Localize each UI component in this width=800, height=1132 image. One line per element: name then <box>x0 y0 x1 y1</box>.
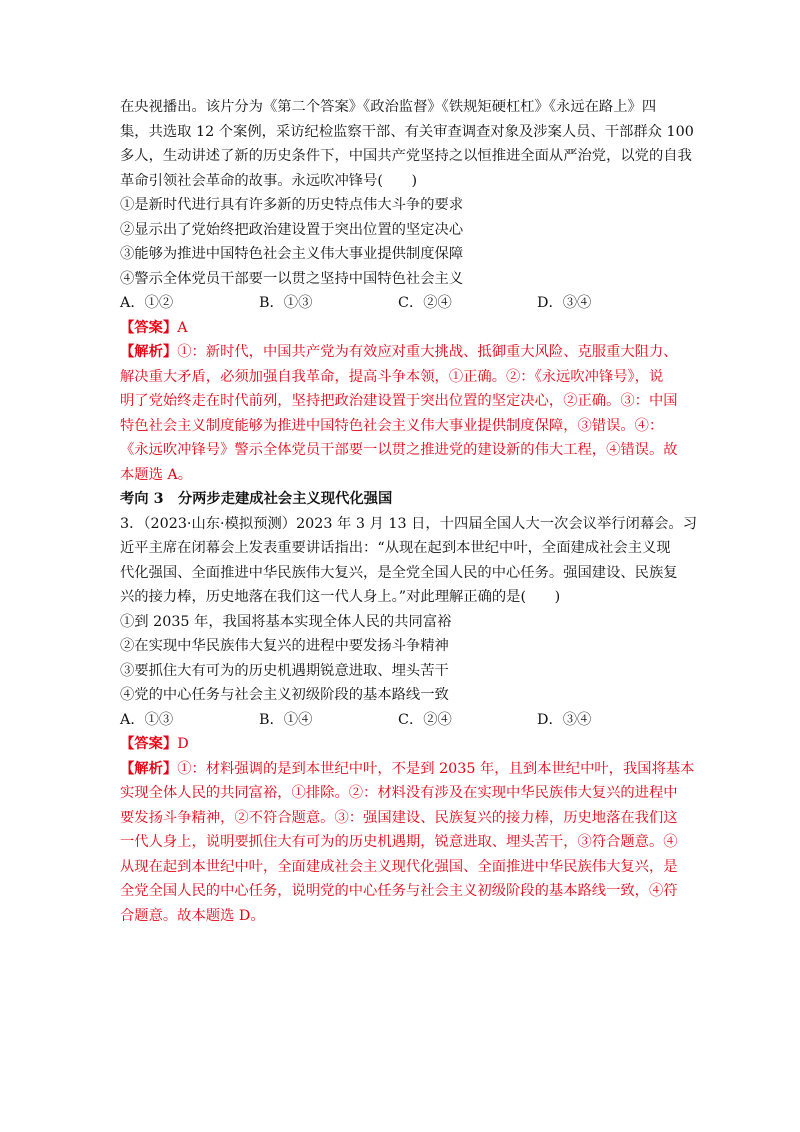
explanation-text: ①：新时代，中国共产党为有效应对重大挑战、抵御重大风险、克服重大阻力、 <box>177 344 678 360</box>
statement: ③要抓住大有可为的历史机遇期锐意进取、埋头苦干 <box>120 662 449 679</box>
stem-line: 近平主席在闭幕会上发表重要讲话指出：“从现在起到本世纪中叶，全面建成社会主义现 <box>120 540 671 556</box>
q2-answer <box>120 316 684 341</box>
option-b: B．①④ <box>259 711 313 728</box>
explanation-line: 一代人身上，说明要抓住大有可为的历史机遇期，锐意进取、埋头苦干，③符合题意。④ <box>120 834 678 850</box>
explanation-line: 本题选 A。 <box>120 466 193 483</box>
explanation-line: 特色社会主义制度能够为推进中国特色社会主义伟大事业提供制度保障，③错误。④： <box>120 417 664 434</box>
stem-line: 集，共选取 12 个案例，采访纪检监察干部、有关审查调查对象及涉案人员、干部群众 100 <box>120 123 694 140</box>
explanation-line <box>120 757 695 782</box>
explanation-label: 【解析】 <box>120 344 178 360</box>
explanation-line: 合题意。故本题选 D。 <box>120 907 265 924</box>
option-b: B．①③ <box>259 295 313 311</box>
q2-explanation <box>120 340 684 487</box>
stem-line: 兴的接力棒，历史地落在我们这一代人身上。”对此理解正确的是( ) <box>120 589 561 605</box>
statement: ②显示出了党始终把政治建设置于突出位置的坚定决心 <box>120 221 464 238</box>
statement: ①到 2035 年，我国将基本实现全体人民的共同富裕 <box>120 613 452 630</box>
q3-answer <box>120 732 684 757</box>
option-c: C．②④ <box>398 295 452 311</box>
stem-line: 代化强国、全面推进中华民族伟大复兴，是全党全国人民的中心任务。强国建设、民族复 <box>120 564 678 581</box>
stem-line: 革命引领社会革命的故事。永远吹冲锋号( ) <box>120 172 418 189</box>
statement: ②在实现中华民族伟大复兴的进程中要发扬斗争精神 <box>120 638 449 654</box>
q3-options <box>120 708 684 733</box>
q2-stem <box>120 95 694 193</box>
explanation-line: 全党全国人民的中心任务，说明党的中心任务与社会主义初级阶段的基本路线一致，④符 <box>120 883 678 899</box>
q3-stem <box>120 512 698 610</box>
explanation-label: 【解析】 <box>120 760 178 777</box>
explanation-line: 实现全体人民的共同富裕，①排除。②：材料没有涉及在实现中华民族伟大复兴的进程中 <box>120 785 678 801</box>
explanation-line: 《永远吹冲锋号》警示全体党员干部要一以贯之推进党的建设新的伟大工程，④错误。故 <box>120 442 678 458</box>
option-d: D．③④ <box>537 711 592 728</box>
document-content <box>120 95 698 928</box>
stem-line: 多人，生动讲述了新的历史条件下，中国共产党坚持之以恒推进全面从严治党，以党的自我 <box>120 148 692 164</box>
q2-options <box>120 291 684 316</box>
explanation-line: 要发扬斗争精神，②不符合题意。③：强国建设、民族复兴的接力棒，历史地落在我们这 <box>120 809 678 826</box>
statement: ④警示全体党员干部要一以贯之坚持中国特色社会主义 <box>120 270 464 287</box>
answer-value: D <box>177 736 189 752</box>
q3-explanation <box>120 757 695 929</box>
statement: ④党的中心任务与社会主义初级阶段的基本路线一致 <box>120 687 449 703</box>
explanation-line: 从现在起到本世纪中叶，全面建成社会主义现代化强国、全面推进中华民族伟大复兴，是 <box>120 858 678 875</box>
q2-statements <box>120 193 684 291</box>
stem-line: 3．（2023·山东·模拟预测）2023 年 3 月 13 日，十四届全国人大一次会议举行闭幕会。习 <box>120 515 698 532</box>
answer-value: A <box>177 319 188 336</box>
option-d: D．③④ <box>537 295 592 311</box>
option-a: A．①② <box>120 295 174 311</box>
stem-line: 在央视播出。该片分为《第二个答案》《政治监督》《铁规矩硬杠杠》《永远在路上》四 <box>120 99 657 115</box>
option-a: A．①③ <box>120 711 174 728</box>
statement: ③能够为推进中国特色社会主义伟大事业提供制度保障 <box>120 246 464 262</box>
explanation-text: ①：材料强调的是到本世纪中叶，不是到 2035 年，且到本世纪中叶，我国将基本 <box>177 760 695 777</box>
answer-label: 【答案】 <box>120 319 178 336</box>
q3-statements <box>120 610 684 708</box>
answer-label: 【答案】 <box>120 736 178 752</box>
explanation-line <box>120 340 684 365</box>
explanation-line: 明了党始终走在时代前列，坚持把政治建设置于突出位置的坚定决心，②正确。③：中国 <box>120 393 678 409</box>
option-c: C．②④ <box>398 711 452 728</box>
statement: ①是新时代进行具有许多新的历史特点伟大斗争的要求 <box>120 197 464 213</box>
section-heading: 考向 3 分两步走建成社会主义现代化强国 <box>120 491 393 507</box>
explanation-line: 解决重大矛盾，必须加强自我革命，提高斗争本领，①正确。②：《永远吹冲锋号》，说 <box>120 368 664 385</box>
